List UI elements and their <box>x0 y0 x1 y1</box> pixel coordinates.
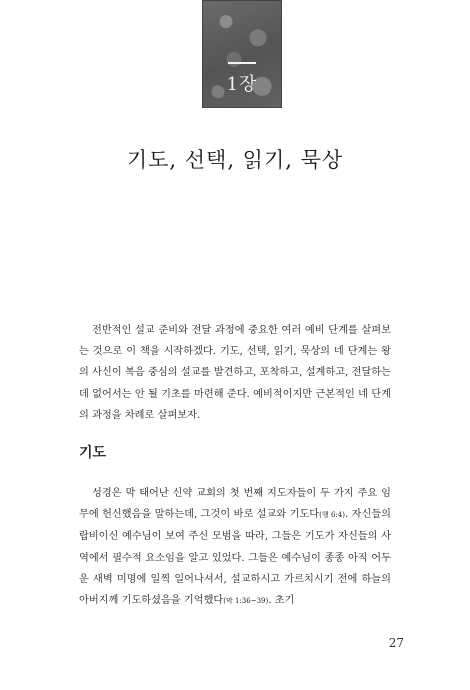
section-paragraph-text: . 자신들의 랍비이신 예수님이 보여 주신 모범을 따라, 그들은 기도가 자신들의 사역에서 필수적 요소임을 알고 있었다. 그들은 예수님이 종종 아직 어두운 새벽 미명에 일찍 일어나셔서, 설교하시고 가르치시기 전에 하늘의 아버지께 기도하셨음을 기억했다 <box>79 509 391 607</box>
section-paragraph <box>79 483 391 612</box>
section-paragraph-text: 성경은 막 태어난 신약 교회의 첫 번째 지도자들이 두 가지 주요 임무에 헌신했음을 말하는데, 그것이 바로 설교와 기도다 <box>79 488 391 521</box>
intro-paragraph: 전반적인 설교 준비와 전달 과정에 중요한 여러 예비 단계를 살펴보는 것으로 이 책을 시작하겠다. 기도, 선택, 읽기, 묵상의 네 단계는 왕의 사신이 복음 중심의 설교를 발견하고, 포착하고, 설계하고, 전달하는 데 없어서는 안 될 기초를 마련해 준다. 예비적이지만 근본적인 네 단계의 과정을 차례로 살펴보자. <box>79 325 391 421</box>
section-paragraph-text: . 초기 <box>268 595 295 607</box>
scripture-reference: (막 1:36~39) <box>223 597 269 606</box>
chapter-label: 1장 <box>226 74 258 95</box>
page-title: 기도, 선택, 읽기, 묵상 <box>126 148 344 172</box>
chapter-rule <box>228 62 256 64</box>
chapter-banner <box>202 0 282 108</box>
scripture-reference: (행 6:4) <box>319 511 345 520</box>
page-number: 27 <box>388 636 404 650</box>
section-heading: 기도 <box>79 445 107 461</box>
